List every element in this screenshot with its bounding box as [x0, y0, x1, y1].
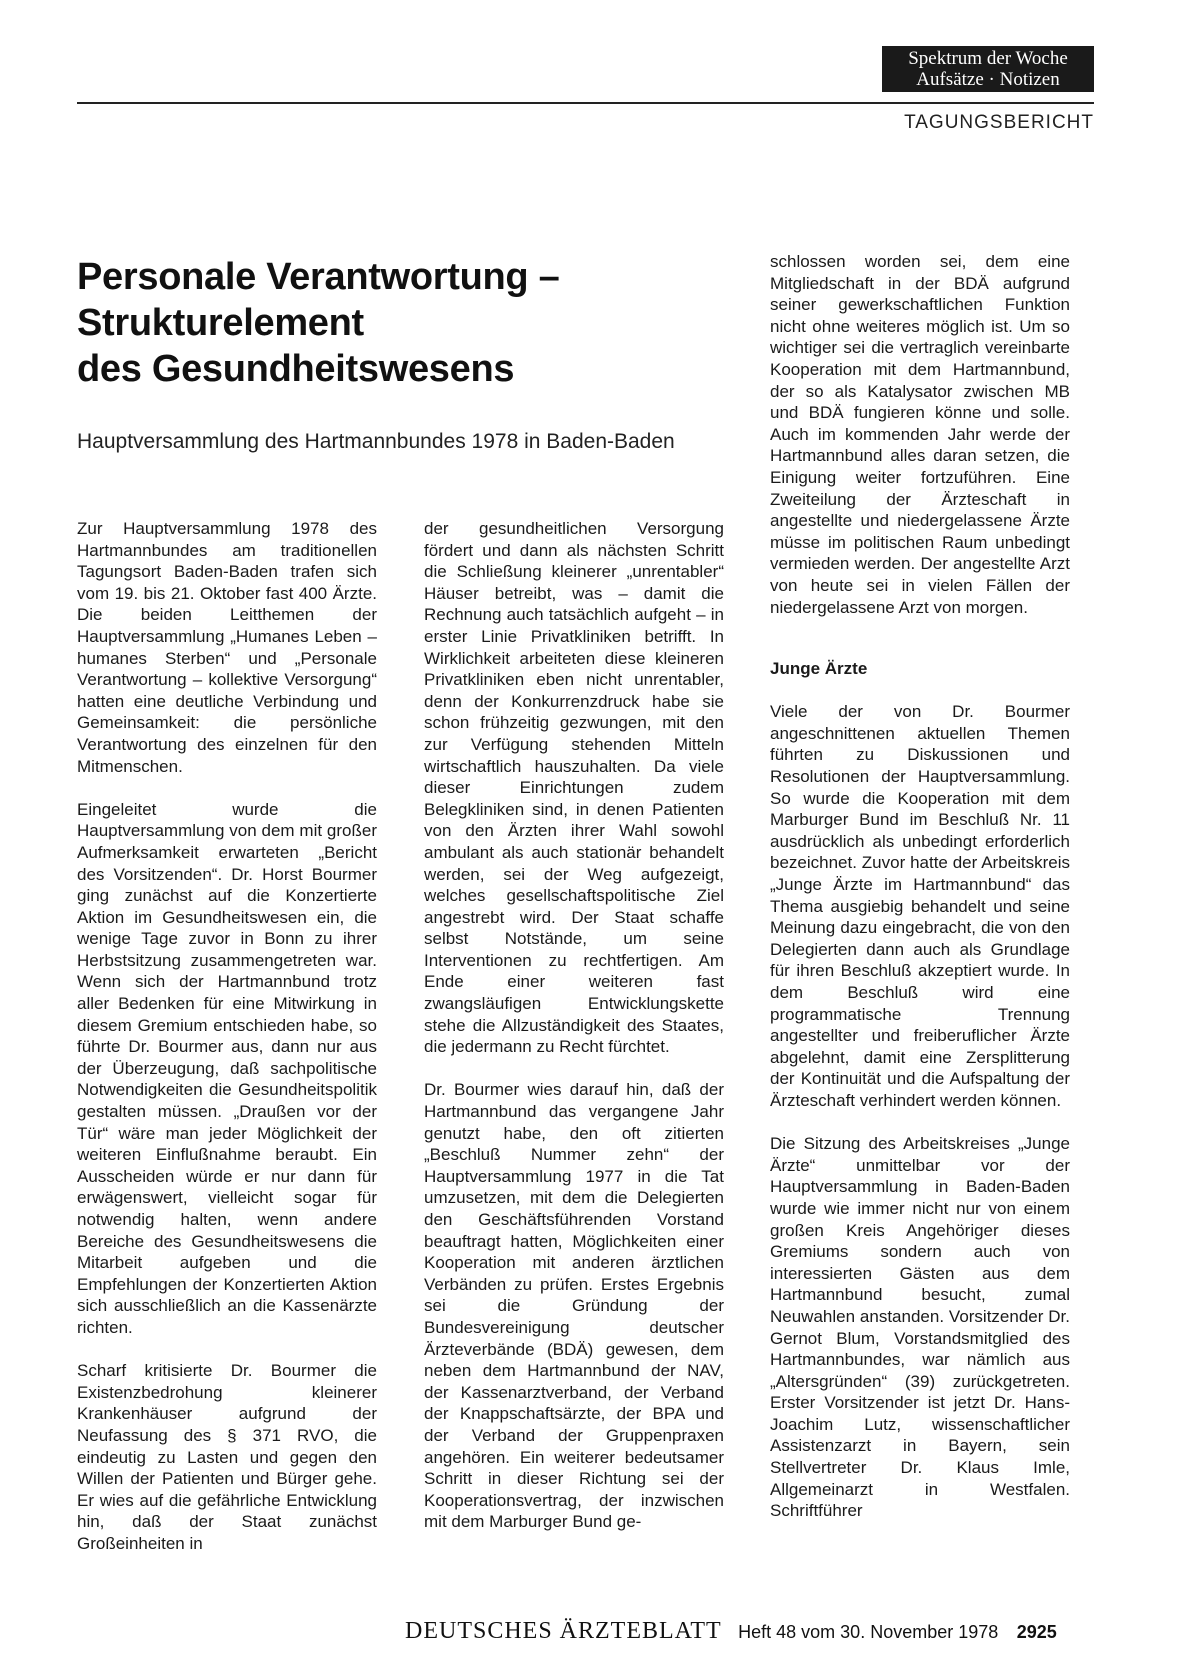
paragraph: Scharf kritisierte Dr. Bourmer die Existenzbedrohung kleinerer Krankenhäuser aufgrund der Neufassung des § 371 RVO, die eindeutig zu Lasten und gegen den Willen der Patienten und Bürger gehe. Er wies auf die gefährliche Entwicklung hin, daß der Staat zunächst Großeinheiten in [77, 1361, 377, 1553]
title-line-3: des Gesundheitswesens [77, 348, 515, 390]
paragraph: Zur Hauptversammlung 1978 des Hartmannbundes am traditionellen Tagungsort Baden-Baden trafen sich vom 19. bis 21. Oktober fast 400 Ärzte. Die beiden Leitthemen der Hauptversammlung „Humanes Leben – humanes Sterben“ und „Personale Verantwortung – kollektive Versorgung“ hatten eine deutliche Verbindung und Gemeinsamkeit: die persönliche Verantwortung des einzelnen für den Mitmenschen. [77, 519, 377, 776]
issue-info: Heft 48 vom 30. November 1978 [738, 1622, 999, 1642]
paragraph: Die Sitzung des Arbeitskreises „Junge Ärzte“ unmittelbar vor der Hauptversammlung in Baden-Baden wurde wie immer nicht nur von einem großen Kreis Angehöriger dieses Gremiums sondern auch von interessierten Gästen aus dem Hartmannbund besucht, zumal Neuwahlen anstanden. Vorsitzender Dr. Gernot Blum, Vorstandsmitglied des Hartmannbundes, war nämlich aus „Altersgründen“ (39) zurückgetreten. Erster Vorsitzender ist jetzt Dr. Hans-Joachim Lutz, wissenschaftlicher Assistenzarzt in Bayern, sein Stellvertreter Dr. Klaus Imle, Allgemeinarzt in Westfalen. Schriftführer [770, 1134, 1070, 1521]
badge-line-2: Aufsätze · Notizen [916, 69, 1060, 90]
section-badge [882, 46, 1094, 92]
badge-line-1: Spektrum der Woche [908, 48, 1068, 69]
page-number: 2925 [1016, 1622, 1057, 1642]
paragraph: Viele der von Dr. Bourmer angeschnittenen aktuellen Themen führten zu Diskussionen und Resolutionen der Hauptversammlung. So wurde die Kooperation mit dem Marburger Bund im Beschluß Nr. 11 ausdrücklich als unbedingt erforderlich bezeichnet. Zuvor hatte der Arbeitskreis „Junge Ärzte im Hartmannbund“ das Thema ausgiebig behandelt und seine Meinung dazu eingebracht, die von den Delegierten dann auch als Grundlage für ihren Beschluß akzeptiert wurde. In dem Beschluß wird eine programmatische Trennung angestellter und freiberuflicher Ärzte abgelehnt, damit eine Zersplitterung der Kontinuität und die Aufspaltung der Ärzteschaft verhindert werden können. [770, 702, 1070, 1110]
subheading: Junge Ärzte [770, 659, 868, 679]
paragraph: der gesundheitlichen Versorgung fördert und dann als nächsten Schritt die Schließung kleinerer „unrentabler“ Häuser betreibt, was – damit die Rechnung auch tatsächlich aufgeht – in erster Linie Privatkliniken betrifft. In Wirklichkeit arbeiteten diese kleineren Privatkliniken eben nicht unrentabler, denn der Konkurrenzdruck habe sie schon frühzeitig gezwungen, mit den zur Verfügung stehenden Mitteln wirtschaftlich hauszuhalten. Da viele dieser Einrichtungen zudem Belegkliniken sind, in denen Patienten von den Ärzten ihrer Wahl sowohl ambulant als auch stationär behandelt werden, sei der Weg aufgezeigt, welches gesellschaftspolitische Ziel angestrebt wird. Der Staat schaffe selbst Notstände, um seine Interventionen zu rechtfertigen. Am Ende einer weiteren fast zwangsläufigen Entwicklungskette stehe die Allzuständigkeit des Staates, die jedermann zu Recht fürchtet. [424, 519, 724, 1057]
title-line-1: Personale Verantwortung – [77, 256, 560, 298]
title-line-2: Strukturelement [77, 302, 364, 344]
column-3 [770, 251, 1070, 1543]
paragraph: Dr. Bourmer wies darauf hin, daß der Hartmannbund das vergangene Jahr genutzt habe, den oft zitierten „Beschluß Nummer zehn“ der Hauptversammlung 1977 in die Tat umzusetzen, mit dem die Delegierten den Geschäftsführenden Vorstand beauftragt hatten, Möglichkeiten einer Kooperation mit anderen ärztlichen Verbänden zu prüfen. Erstes Ergebnis sei die Gründung der Bundesvereinigung deutscher Ärzteverbände (BDÄ) gewesen, dem neben dem Hartmannbund der NAV, der Kassenarztverband, der Verband der Knappschaftsärzte, der BPA und der Verband der Gruppenpraxen angehören. Ein weiterer bedeutsamer Schritt in dieser Richtung sei der Kooperationsvertrag, der inzwischen mit dem Marburger Bund ge- [424, 1080, 724, 1532]
article-subtitle: Hauptversammlung des Hartmannbundes 1978 in Baden-Baden [77, 430, 675, 453]
paragraph: schlossen worden sei, dem eine Mitgliedschaft in der BDÄ aufgrund seiner gewerkschaftlichen Funktion nicht ohne weiteres möglich ist. Um so wichtiger sei die vertraglich vereinbarte Kooperation mit dem Hartmannbund, der so als Katalysator zwischen MB und BDÄ fungieren könne und solle. Auch im kommenden Jahr werde der Hartmannbund alles daran setzen, die Einigung weiter fortzuführen. Eine Zweiteilung der Ärzteschaft in angestellte und niedergelassene Ärzte müsse im politischen Raum unbedingt vermieden werden. Der angestellte Arzt von heute sei in vielen Fällen der niedergelassene Arzt von morgen. [770, 252, 1070, 617]
journal-name: DEUTSCHES ÄRZTEBLATT [405, 1618, 722, 1644]
header-rule [77, 102, 1094, 104]
page-footer [405, 1618, 1095, 1645]
section-label: TAGUNGSBERICHT [904, 112, 1094, 133]
column-1 [77, 518, 377, 1576]
paragraph: Eingeleitet wurde die Hauptversammlung von dem mit großer Aufmerksamkeit erwarteten „Bericht des Vorsitzenden“. Dr. Horst Bourmer ging zunächst auf die Konzertierte Aktion im Gesundheitswesen ein, die wenige Tage zuvor in Bonn zu ihrer Herbstsitzung zusammengetreten war. Wenn sich der Hartmannbund trotz aller Bedenken für eine Mitwirkung in diesem Gremium entschieden habe, so führte Dr. Bourmer aus, dann nur aus der Überzeugung, daß sachpolitische Notwendigkeiten die Gesundheitspolitik gestalten müssen. „Draußen vor der Tür“ wäre man jeder Möglichkeit der weiteren Einflußnahme beraubt. Ein Ausscheiden würde er nur dann für erwägenswert, vielleicht sogar für notwendig halten, wenn andere Bereiche des Gesundheitswesens die Mitarbeit aufgeben und die Empfehlungen der Konzertierten Aktion sich ausschließlich an die Kassenärzte richten. [77, 799, 377, 1337]
article-title [77, 254, 757, 392]
column-2 [424, 518, 724, 1555]
